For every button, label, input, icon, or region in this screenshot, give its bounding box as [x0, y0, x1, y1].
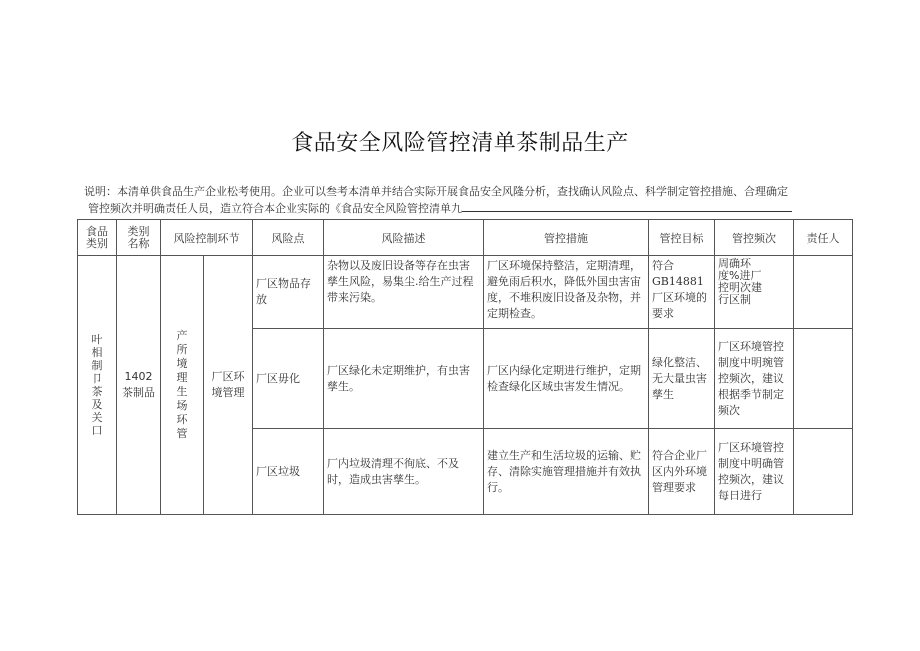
- header-risk-desc: 风险描述: [324, 220, 484, 256]
- header-class-name: 类别名称: [117, 220, 161, 256]
- risk-point-cell: 厂区毋化: [253, 329, 324, 429]
- measures-cell: 建立生产和生活垃圾的运输、贮存、清除实施管理措施并有效执行。: [484, 429, 649, 515]
- note-line-2-text: 管控频次并明确责任人员，造立符合本企业实际的《食品安全风险管控清单九: [88, 202, 462, 215]
- target-cell: 符合企业厂区内外环境管理要求: [649, 429, 715, 515]
- header-category: 食品类别: [78, 220, 117, 256]
- measures-cell: 厂区环境保持整洁，定期清理，避免雨后积水，降低外国虫害宙度，不堆积废旧设备及杂物，并定期检查。: [484, 256, 649, 329]
- header-control-link: 风险控制环节: [161, 220, 253, 256]
- responsible-cell: [794, 329, 853, 429]
- header-responsible: 责任人: [794, 220, 853, 256]
- table-row: [78, 256, 853, 329]
- header-measures: 管控措施: [484, 220, 649, 256]
- frequency-cell: 厂区环境管控制度中明确管控频次，建议每日进行: [715, 429, 794, 515]
- frequency-cell: 周确环度%进厂控明次建行区制: [715, 256, 794, 329]
- header-target: 管控目标: [649, 220, 715, 256]
- risk-control-table: [77, 219, 853, 515]
- header-frequency: 管控频次: [715, 220, 794, 256]
- responsible-cell: [794, 429, 853, 515]
- target-cell: 绿化整洁、无大量虫害孳生: [649, 329, 715, 429]
- risk-desc-cell: 厂区绿化未定期维护，有虫害孳生。: [324, 329, 484, 429]
- risk-point-cell: 厂区垃圾: [253, 429, 324, 515]
- measures-cell: 厂区内绿化定期进行维护，定期检查绿化区域虫害发生情况。: [484, 329, 649, 429]
- link-main-cell: 产所境理生场环管: [161, 256, 204, 515]
- header-row: [78, 220, 853, 256]
- blank-underline: [462, 201, 792, 212]
- note-line-2: [84, 200, 854, 217]
- target-cell: 符合GB14881厂区环境的要求: [649, 256, 715, 329]
- risk-desc-cell: 厂内垃圾清理不徇底、不及时，造成虫害孳生。: [324, 429, 484, 515]
- risk-point-cell: 厂区物品存放: [253, 256, 324, 329]
- note-line-1: 说明：本清单供食品生产企业松考使用。企业可以叁考本清单并结合实际开展食品安全风隆分析，查找确认风险点、科学制定管控措施、合理确定: [84, 185, 788, 198]
- header-risk-point: 风险点: [253, 220, 324, 256]
- responsible-cell: [794, 256, 853, 329]
- risk-desc-cell: 杂物以及废旧设备等存在虫害孳生风险，易集尘.给生产过程带来污染。: [324, 256, 484, 329]
- link-sub-cell: 厂区环境管理: [204, 256, 253, 515]
- page-title: 食品安全风险管控清单茶制品生产: [291, 131, 629, 156]
- instruction-note: [84, 183, 854, 217]
- class-name-cell: 1402茶制品: [117, 256, 161, 515]
- frequency-cell: 厂区环境管控制度中明琬管控频次，建议根据季节制定频次: [715, 329, 794, 429]
- category-cell: 叶相制卩茶及关口: [78, 256, 117, 515]
